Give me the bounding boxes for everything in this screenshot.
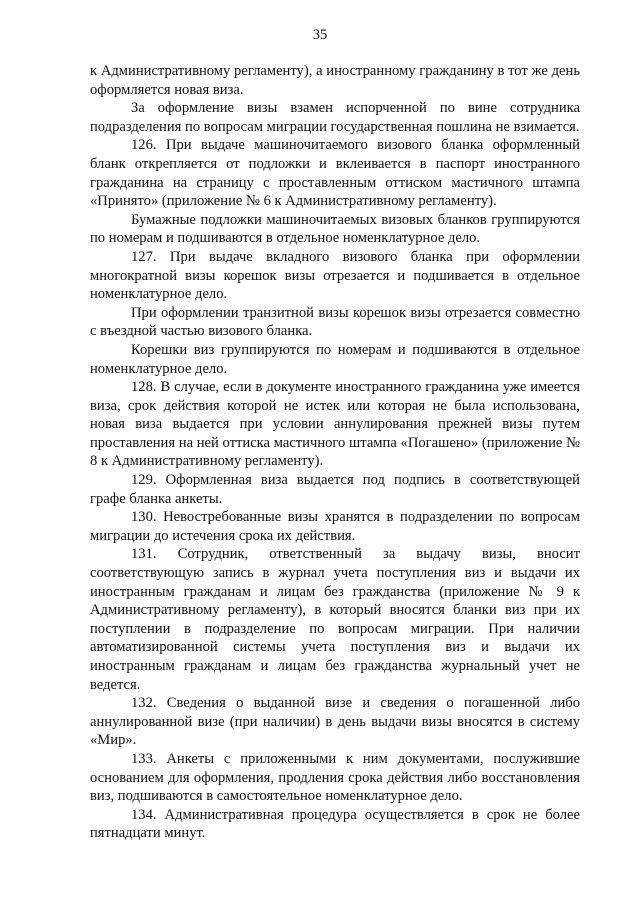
paragraph-134: 134. Административная процедура осуществляется в срок не более пятнадцати минут. (90, 806, 580, 842)
paragraph-126-backings: Бумажные подложки машиночитаемых визовых бланков группируются по номерам и подшиваются в отдельное номенклатурное дело. (90, 211, 580, 247)
paragraph-127-transit: При оформлении транзитной визы корешок визы отрезается совместно с въездной частью визового бланка. (90, 304, 580, 340)
paragraph-127-stubs: Корешки виз группируются по номерам и подшиваются в отдельное номенклатурное дело. (90, 341, 580, 377)
paragraph-129: 129. Оформленная виза выдается под подпись в соответствующей графе бланка анкеты. (90, 472, 580, 507)
paragraph-126: 126. При выдаче машиночитаемого визового бланка оформленный бланк открепляется от подложки и вклеивается в паспорт иностранного гражданина на страницу с проставленным оттиском мастичного штампа «Принято» (приложение № 6 к Административному регламенту). (90, 137, 580, 210)
paragraph-fee-note: За оформление визы взамен испорченной по вине сотрудника подразделения по вопросам миграции государственная пошлина не взимается. (90, 100, 580, 135)
paragraph-130: 130. Невостребованные визы хранятся в подразделении по вопросам миграции до истечения срока их действия. (90, 509, 580, 544)
paragraph-132: 132. Сведения о выданной визе и сведения о погашенной либо аннулированной визе (при наличии) в день выдачи визы вносятся в систему «Мир». (90, 695, 580, 749)
document-body (90, 62, 580, 843)
paragraph-133: 133. Анкеты с приложенными к ним документами, послужившие основанием для оформления, продления срока действия либо восстановления виз, подшиваются в самостоятельное номенклатурное дело. (90, 750, 580, 805)
paragraph-131: 131. Сотрудник, ответственный за выдачу визы, вносит соответствующую запись в журнал учета поступления виз и выдачи их иностранным гражданам и лицам без гражданства (приложение № 9 к Административному регламенту), в который вносятся бланки виз при их поступлении в подразделение по вопросам миграции. При наличии автоматизированной системы учета поступления виз и выдачи их иностранным гражданам и лицам без гражданства журнальный учет не ведется. (90, 546, 580, 693)
paragraph-128: 128. В случае, если в документе иностранного гражданина уже имеется виза, срок действия которой не истек или которая не была использована, новая виза выдается при условии аннулирования прежней визы путем проставления на ней оттиска мастичного штампа «Погашено» (приложение № 8 к Административному регламенту). (90, 379, 580, 470)
page-number: 35 (312, 27, 328, 43)
paragraph-127: 127. При выдаче вкладного визового бланка при оформлении многократной визы корешок визы отрезается и подшивается в отдельное номенклатурное дело. (90, 248, 580, 303)
paragraph-continuation: к Административному регламенту), а иностранному гражданину в тот же день оформляется новая виза. (90, 63, 580, 98)
